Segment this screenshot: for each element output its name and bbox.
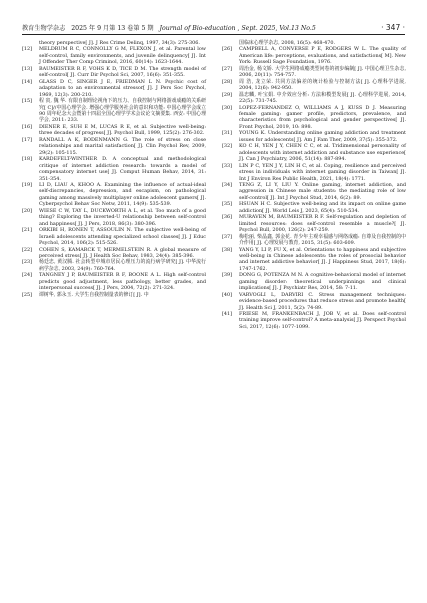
reference-entry (22, 156, 206, 182)
reference-number: [14] (22, 78, 33, 85)
reference-text: 梅松丽, 柴晶鑫, 郭金花. 青少年主观幸福感与网络成瘾: 自尊及自我控制的中介作用[ J]. 心理发展与教育, 2015, 31(5): 603-609. (239, 233, 406, 247)
reference-text: BAUMEISTER R F, VOHS K D, TICE D M. The strength model of self-control[ J]. Curr Dir Psychol Sci, 2007, 16(6): 351-355. (39, 65, 206, 79)
header-citation (22, 23, 316, 32)
reference-entry (22, 46, 206, 65)
reference-entry (222, 247, 406, 273)
reference-text: YANG Y, LI P, FU X, et al. Orientations to happiness and subjective well-being in Chinese adolescents: the roles of prosocial behavior and internet addictive behavior[ J]. J Happiness Stud, 2017, 18(6): 1747-1762. (239, 246, 406, 272)
reference-number: [17] (22, 136, 33, 143)
reference-text: DIENER E, SUH E M, LUCAS R E, et al. Subjective well-being: three decades of progress[ J]. Psychol Bull, 1999, 125(2): 276-302. (39, 123, 206, 137)
reference-text: KO C H, YEN J Y, CHEN C C, et al. Tridimensional personality of adolescents with internet addiction and substance use experience[ J]. Can J Psychiatry, 2006, 51(14): 887-894. (239, 143, 406, 163)
reference-text: YOUNG K. Understanding online gaming addiction and treatment issues for adolescents[ J]. Am J Fam Ther, 2009, 37(5): 355-372. (239, 130, 406, 143)
reference-entry (222, 105, 406, 131)
reference-entry (22, 259, 206, 272)
reference-entry (222, 292, 406, 311)
reference-entry (22, 98, 206, 124)
reference-number: [39] (222, 272, 233, 279)
reference-text: ORKIBI H, RONEN T, ASSOULIN N. The subjective well-being of Israeli adolescents attending specialized school classes[ J]. J Educ Psychol, 2014, 106(2): 515-526. (39, 227, 206, 247)
reference-number: [34] (222, 181, 233, 188)
reference-entry (222, 143, 406, 162)
reference-number: [23] (22, 259, 33, 266)
reference-number: [33] (222, 162, 233, 169)
reference-entry (222, 201, 406, 214)
reference-text: LI D, LIAU A, KHOO A. Examining the influence of actual-ideal self-discrepancies, depression, and escapism, on pathological gaming among massively multiplayer online adolescent gamers[ J]. Cyberpsychol Behav Soc Netw, 2011, 14(9): 535-539. (39, 181, 206, 208)
reference-entry (22, 124, 206, 137)
reference-text: COHEN S, KAMARCK T, MERMELSTEIN R. A global measure of perceived stress[ J]. J Health Soc Behav, 1983, 24(4): 385-396. (39, 246, 206, 259)
reference-text: 温忠麟, 叶宝娟. 中介效应分析: 方法和模型发展[ J]. 心理科学进展, 2014, 22(5): 731-745. (239, 91, 406, 105)
reference-text: GLASS D C, SINGER J E, FRIEDMAN L N. Psychic cost of adaptation to an environmental stressor[ J]. J Pers Soc Psychol, 1969, 12(3): 200-210. (39, 78, 206, 98)
reference-number: [25] (22, 291, 33, 298)
reference-number: [41] (222, 311, 233, 318)
reference-entry (222, 46, 406, 65)
reference-entry (22, 292, 206, 298)
reference-number: [12] (22, 46, 33, 53)
reference-entry (222, 92, 406, 105)
reference-entry (222, 214, 406, 233)
reference-number: [16] (22, 123, 33, 130)
journal-title-en: Journal of Bio-education , Sept. 2025, Vol.13 No.5 (159, 25, 316, 32)
reference-entry (22, 247, 206, 260)
reference-text: MURAVEN M, BAUMEISTER R F. Self-regulation and depletion of limited resources: does self-control resemble a muscle?[ J]. Psychol Bull, 2000, 126(2): 247-259. (239, 214, 406, 234)
reference-entry (222, 130, 406, 143)
reference-number: [30] (222, 104, 233, 111)
reference-number: [22] (22, 246, 33, 253)
reference-text: RANDALL A K, BODENMANN G. The role of stress on close relationships and marital satisfaction[ J]. Clin Psychol Rev, 2009, 29(2): 105-115. (39, 136, 206, 156)
reference-text: 谭树华, 郭永玉. 大学生自我控制量表的修订[ J]. 中 (39, 291, 149, 298)
reference-number: [40] (222, 291, 233, 298)
reference-entry (22, 272, 206, 291)
references-right-column (222, 40, 406, 330)
reference-number: [29] (222, 91, 233, 98)
reference-text: LIN P C, YEN J Y, LIN H C, et al. Coping, resilience and perceived stress in individuals with internet gaming disorder in Taiwan[ J]. Int J Environ Res Public Health, 2021, 18(4): 1771. (239, 162, 406, 182)
reference-number: [35] (222, 201, 233, 208)
reference-entry (222, 163, 406, 182)
reference-text: 周 浩, 龙立荣. 共同方法偏差的统计检验与控制方法[ J]. 心理科学进展, 2004, 12(6): 942-950. (239, 78, 406, 92)
reference-entry (22, 66, 206, 79)
reference-entry (222, 234, 406, 247)
header-rule (22, 34, 405, 35)
reference-number: [20] (22, 207, 33, 214)
reference-text: 程 寅, 魏 华. 有限自制理论视角下的压力、自我控制与网络游戏成瘾的关系研究[ C]//中国心理学会. 增强心理学服务社会的意识和功能: 中国心理学会成立 90 周年纪念大会暨第十四届全国心理学学术会议论文摘要集. 西安: 中国心理学会, 2011: 233. (39, 98, 206, 124)
reference-number: [26] (222, 46, 233, 53)
reference-entry (222, 311, 406, 330)
reference-number: [28] (222, 78, 233, 85)
reference-text: 杨廷忠, 黄汉腾. 社会转型中城市居民心理压力的流行病学研究[ J]. 中华流行病学杂志, 2003, 24(9): 760-764. (39, 259, 206, 272)
page-number: · 347 · (381, 23, 405, 32)
reference-text: DONG G, POTENZA M N. A cognitive-behavioral model of internet gaming disorder: theoretical underpinnings and clinical implications[ J]. J Psychiatr Res, 2014, 58: 7-11. (239, 272, 406, 292)
reference-number: [37] (222, 233, 233, 240)
reference-number: [36] (222, 214, 233, 221)
reference-entry (22, 79, 206, 98)
reference-text: VARVOGLI L, DARVIRI C. Stress management techniques: evidence-based procedures that reduce stress and promote health[ J]. Health Sci J, 2011, 5(2): 74-89. (239, 291, 406, 311)
reference-text: TENG Z, LI Y, LIU Y. Online gaming, internet addiction, and aggression in Chinese male students: the mediating role of low self-control[ J]. Int J Psychol Stud, 2014, 6(2): 89. (239, 181, 406, 201)
reference-text: theory perspective[ J]. J Res Crime Delinq, 1997, 34(3): 275-306. (39, 40, 200, 46)
running-header (22, 16, 405, 32)
reference-text: 周治金, 杨文娇. 大学生网络成瘾类型问卷的初步编制[ J]. 中国心理卫生杂志, 2006, 20(11): 754-757. (239, 65, 406, 79)
reference-text: MELDRUM R C, CONNOLLY G M, FLEXON J, et al. Parental low self-control, family environments, and juvenile delinquency[ J]. Int J Offender Ther Comp Criminol, 2016, 60(14): 1623-1644. (39, 46, 206, 66)
reference-entry (22, 227, 206, 246)
reference-number: [38] (222, 246, 233, 253)
reference-text: 国临床心理学杂志, 2008, 16(5): 468-470. (239, 40, 336, 46)
references-left-column (22, 40, 206, 298)
reference-entry (222, 272, 406, 291)
reference-text: HSUAN H C. Subjective well-being and its impact on online game addiction[ J]. World Leis J, 2023, 65(4): 510-534. (239, 201, 406, 214)
reference-entry (222, 66, 406, 79)
reference-text: WIESE C W, TAY L, DUCKWORTH A L, et al. Too much of a good thing? Exploring the inverted-U relationship between self-control and happiness[ J]. J Pers, 2018, 86(3): 380-396. (39, 207, 206, 227)
reference-number: [27] (222, 65, 233, 72)
reference-number: [15] (22, 98, 33, 105)
reference-entry (22, 137, 206, 156)
reference-entry (222, 79, 406, 92)
reference-number: [21] (22, 227, 33, 234)
reference-number: [19] (22, 181, 33, 188)
reference-number: [13] (22, 65, 33, 72)
reference-entry (222, 182, 406, 201)
reference-text: CAMPBELL A, CONVERSE P E, RODGERS W L. The quality of American life: perceptions, evaluations, and satisfactions[ M]. New York: Russell Sage Foundation, 1976. (239, 46, 406, 66)
issue-date-cn: 2025 年 9 月第 13 卷第 5 期 (71, 25, 154, 32)
reference-entry (22, 208, 206, 227)
reference-entry (22, 182, 206, 208)
reference-number: [31] (222, 130, 233, 137)
reference-number: [32] (222, 143, 233, 150)
reference-text: FRIESE M, FRANKENBACH J, JOB V, et al. Does self-control training improve self-control? A meta-analysis[ J]. Perspect Psychol Sci, 2017, 12(6): 1077-1099. (239, 311, 406, 330)
reference-number: [18] (22, 156, 33, 163)
reference-text: KARDEFELT-WINTHER D. A conceptual and methodological critique of internet addiction research: towards a model of compensatory internet use[ J]. Comput Human Behav, 2014, 31: 351-354. (39, 156, 206, 182)
reference-text: TANGNEY J P, BAUMEISTER R F, BOONE A L. High self-control predicts good adjustment, less pathology, better grades, and interpersonal success[ J]. J Pers, 2004, 72(2): 271-324. (39, 272, 206, 292)
journal-title-cn: 教育生物学杂志 (22, 25, 66, 32)
reference-number: [24] (22, 272, 33, 279)
reference-text: LOPEZ-FERNANDEZ O, WILLIAMS A J, KUSS D J. Measuring female gaming: gamer profile, predictors, prevalence, and characteristics from psychological and gender perspectives[ J]. Front Psychol, 2019, 10: 898. (239, 104, 406, 130)
